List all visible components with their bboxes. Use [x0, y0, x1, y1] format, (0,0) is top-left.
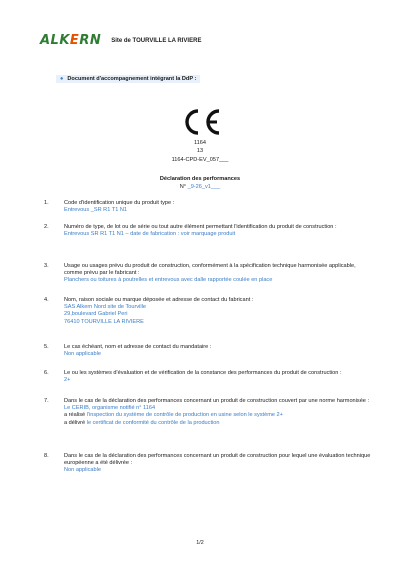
page-number: 1/2	[196, 540, 204, 546]
bullet-icon: ●	[60, 76, 64, 82]
list-item: 5. Le cas échéant, nom et adresse de contact du mandataire : Non applicable	[44, 344, 212, 358]
list-item: 7. Dans le cas de la déclaration des performances concernant un produit de construction couvert par une norme harmonisée : Le CERIB, organisme notifié n° 1164 a réalisé l'inspection du système de contrôle de production en usine selon le système 2+ a délivré le certificat de conformité du contrôle de la production	[44, 398, 370, 426]
list-item: 4. Nom, raison sociale ou marque déposée et adresse de contact du fabricant : SAS Alkern Nord site de Tourville 29,boulevard Gabriel Peri 76410 TOURVILLE LA RIVIERE	[44, 297, 254, 325]
alkern-logo: ALKERN	[40, 33, 102, 48]
page-header	[40, 34, 201, 47]
list-item: 6. Le ou les systèmes d'évaluation et de vérification de la constance des performances du produit de construction : 2+	[44, 370, 342, 384]
list-item: 2. Numéro de type, de lot ou de série ou tout autre élément permettant l'identification du produit de construction : Entrevous SR R1 T1 N1 – date de fabrication : voir marquage produit	[44, 224, 337, 238]
notified-body-number: 1164	[193, 140, 207, 146]
ce-mark-icon	[180, 108, 222, 136]
document-title: ● Document d'accompagnement intégrant la DdP :	[56, 75, 200, 83]
dop-title: Déclaration des performances	[159, 176, 241, 182]
year-number: 13	[196, 148, 204, 154]
list-item: 1. Code d'identification unique du produit type : Entrevous _SR R1 T1 N1	[44, 200, 175, 214]
list-item: 3. Usage ou usages prévu du produit de construction, conformément à la spécification technique harmonisée applicable, comme prévu par le fabricant : Planchers ou toitures à poutrelles et entrevous avec dalle rapportée coulée en place	[44, 263, 356, 284]
certificate-number: 1164-CPD-EV_057___	[171, 157, 229, 163]
list-item: 8. Dans le cas de la déclaration des performances concernant un produit de construction pour lequel une évaluation technique européenne a été délivrée : Non applicable	[44, 453, 371, 474]
dop-number: N° _9-26_v1___	[179, 184, 221, 190]
site-name: Site de TOURVILLE LA RIVIERE	[111, 37, 202, 44]
